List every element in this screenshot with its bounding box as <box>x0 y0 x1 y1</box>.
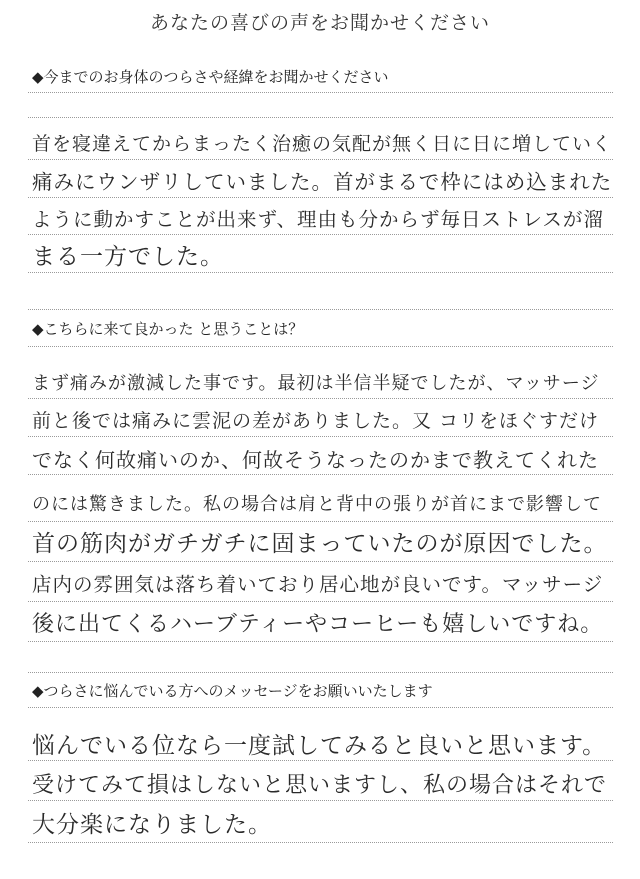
answer-2-line: でなく何故痛いのか、何故そうなったのかまで教えてくれた <box>32 448 599 472</box>
ruled-line <box>28 309 613 310</box>
ruled-line <box>28 842 613 843</box>
answer-1-line: 首を寝違えてからまったく治癒の気配が無く日に日に増していく <box>32 133 613 155</box>
ruled-line <box>28 800 613 801</box>
ruled-line <box>28 601 613 602</box>
ruled-line <box>28 760 613 761</box>
answer-2-line: 後に出てくるハーブティーやコーヒーも嬉しいですね。 <box>32 612 604 637</box>
ruled-line <box>28 159 613 160</box>
answer-1-line: まる一方でした。 <box>32 244 224 270</box>
answer-3-line: 大分楽になりました。 <box>32 812 272 838</box>
question-2-heading: ◆こちらに来て良かった と思うことは？ <box>32 320 304 338</box>
ruled-line <box>28 672 613 673</box>
answer-2-line: 前と後では痛みに雲泥の差がありました。又 コリをほぐすだけ <box>32 410 600 432</box>
ruled-line <box>28 641 613 642</box>
ruled-line <box>28 398 613 399</box>
ruled-line <box>28 707 613 708</box>
question-1-heading: ◆今までのお身体のつらさや経緯をお聞かせください <box>32 68 389 86</box>
ruled-line <box>28 117 613 118</box>
ruled-line <box>28 92 613 93</box>
ruled-line <box>28 346 613 347</box>
ruled-line <box>28 474 613 475</box>
question-3-heading: ◆つらさに悩んでいる方へのメッセージをお願いいたします <box>32 682 433 700</box>
answer-2-line: 首の筋肉がガチガチに固まっていたのが原因でした。 <box>32 531 608 557</box>
answer-3-line: 受けてみて損はしないと思いますし、私の場合はそれで <box>32 773 608 798</box>
ruled-line <box>28 521 613 522</box>
answer-1-line: ように動かすことが出来ず、理由も分からず毎日ストレスが溜 <box>32 208 604 231</box>
answer-2-line: 店内の雰囲気は落ち着いており居心地が良いです。マッサージ <box>32 573 604 596</box>
form-title: あなたの喜びの声をお聞かせください <box>149 12 490 34</box>
ruled-line <box>28 272 613 273</box>
answer-2-line: まず痛みが激減した事です。最初は半信半疑でしたが、マッサージ <box>32 373 600 394</box>
ruled-line <box>28 436 613 437</box>
answer-1-line: 痛みにウンザリしていました。首がまるで枠にはめ込まれた <box>32 170 613 194</box>
answer-2-line: のには驚きました。私の場合は肩と背中の張りが首にまで影響して <box>32 494 602 515</box>
ruled-line <box>28 197 613 198</box>
answer-3-line: 悩んでいる位なら一度試してみると良いと思います。 <box>32 733 607 759</box>
ruled-line <box>28 561 613 562</box>
ruled-line <box>28 234 613 235</box>
